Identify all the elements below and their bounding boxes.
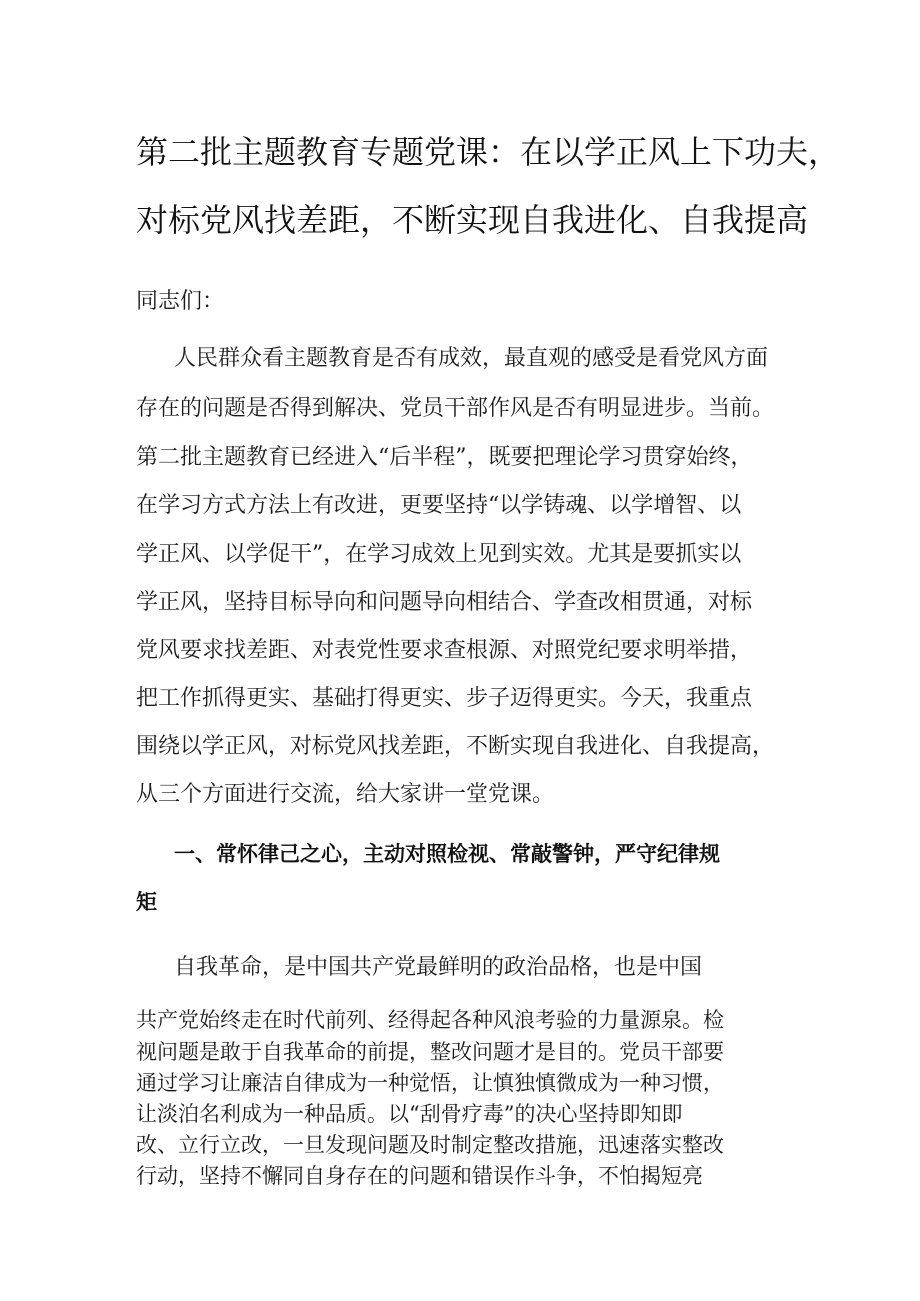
document-title-line-2: 对标党风找差距，不断实现自我进化、自我提高 bbox=[136, 201, 809, 239]
paragraph-line: 视问题是敢于自我革命的前提，整改问题才是目的。党员干部要 bbox=[136, 1040, 724, 1064]
paragraph-line: 行动，坚持不懈同自身存在的问题和错误作斗争，不怕揭短亮 bbox=[136, 1164, 703, 1188]
paragraph-line: 围绕以学正风，对标党风找差距，不断实现自我进化、自我提高， bbox=[136, 734, 775, 759]
paragraph-line: 自我革命，是中国共产党最鲜明的政治品格，也是中国 bbox=[174, 955, 703, 980]
paragraph-line: 存在的问题是否得到解决、党员干部作风是否有明显进步。当前。 bbox=[136, 396, 775, 421]
paragraph-line: 在学习方式方法上有改进，更要坚持“以学铸魂、以学增智、以 bbox=[136, 493, 742, 518]
paragraph-line: 人民群众看主题教育是否有成效，最直观的感受是看党风方面 bbox=[174, 346, 769, 371]
paragraph-line: 党风要求找差距、对表党性要求查根源、对照党纪要求明举措， bbox=[136, 638, 753, 663]
paragraph-line: 第二批主题教育已经进入“后半程”，既要把理论学习贯穿始终， bbox=[136, 445, 753, 470]
paragraph-line: 把工作抓得更实、基础打得更实、步子迈得更实。今天，我重点 bbox=[136, 686, 753, 711]
paragraph-line: 共产党始终走在时代前列、经得起各种风浪考验的力量源泉。检 bbox=[136, 1008, 724, 1032]
section-heading-line-1: 一、常怀律己之心，主动对照检视、常敲警钟，严守纪律规 bbox=[174, 842, 720, 866]
paragraph-line: 通过学习让廉洁自律成为一种觉悟，让慎独慎微成为一种习惯， bbox=[136, 1071, 724, 1095]
paragraph-line: 学正风、以学促干”，在学习成效上见到实效。尤其是要抓实以 bbox=[136, 542, 742, 567]
paragraph-line: 从三个方面进行交流，给大家讲一堂党课。 bbox=[136, 782, 555, 807]
paragraph-line: 让淡泊名利成为一种品质。以“刮骨疗毒”的决心坚持即知即 bbox=[136, 1102, 683, 1126]
document-title-line-1: 第二批主题教育专题党课：在以学正风上下功夫， bbox=[136, 133, 841, 171]
salutation: 同志们： bbox=[136, 289, 225, 314]
paragraph-line: 学正风，坚持目标导向和问题导向相结合、学查改相贯通，对标 bbox=[136, 590, 753, 615]
section-heading-line-2: 矩 bbox=[136, 890, 157, 914]
paragraph-line: 改、立行立改，一旦发现问题及时制定整改措施，迅速落实整改 bbox=[136, 1133, 724, 1157]
